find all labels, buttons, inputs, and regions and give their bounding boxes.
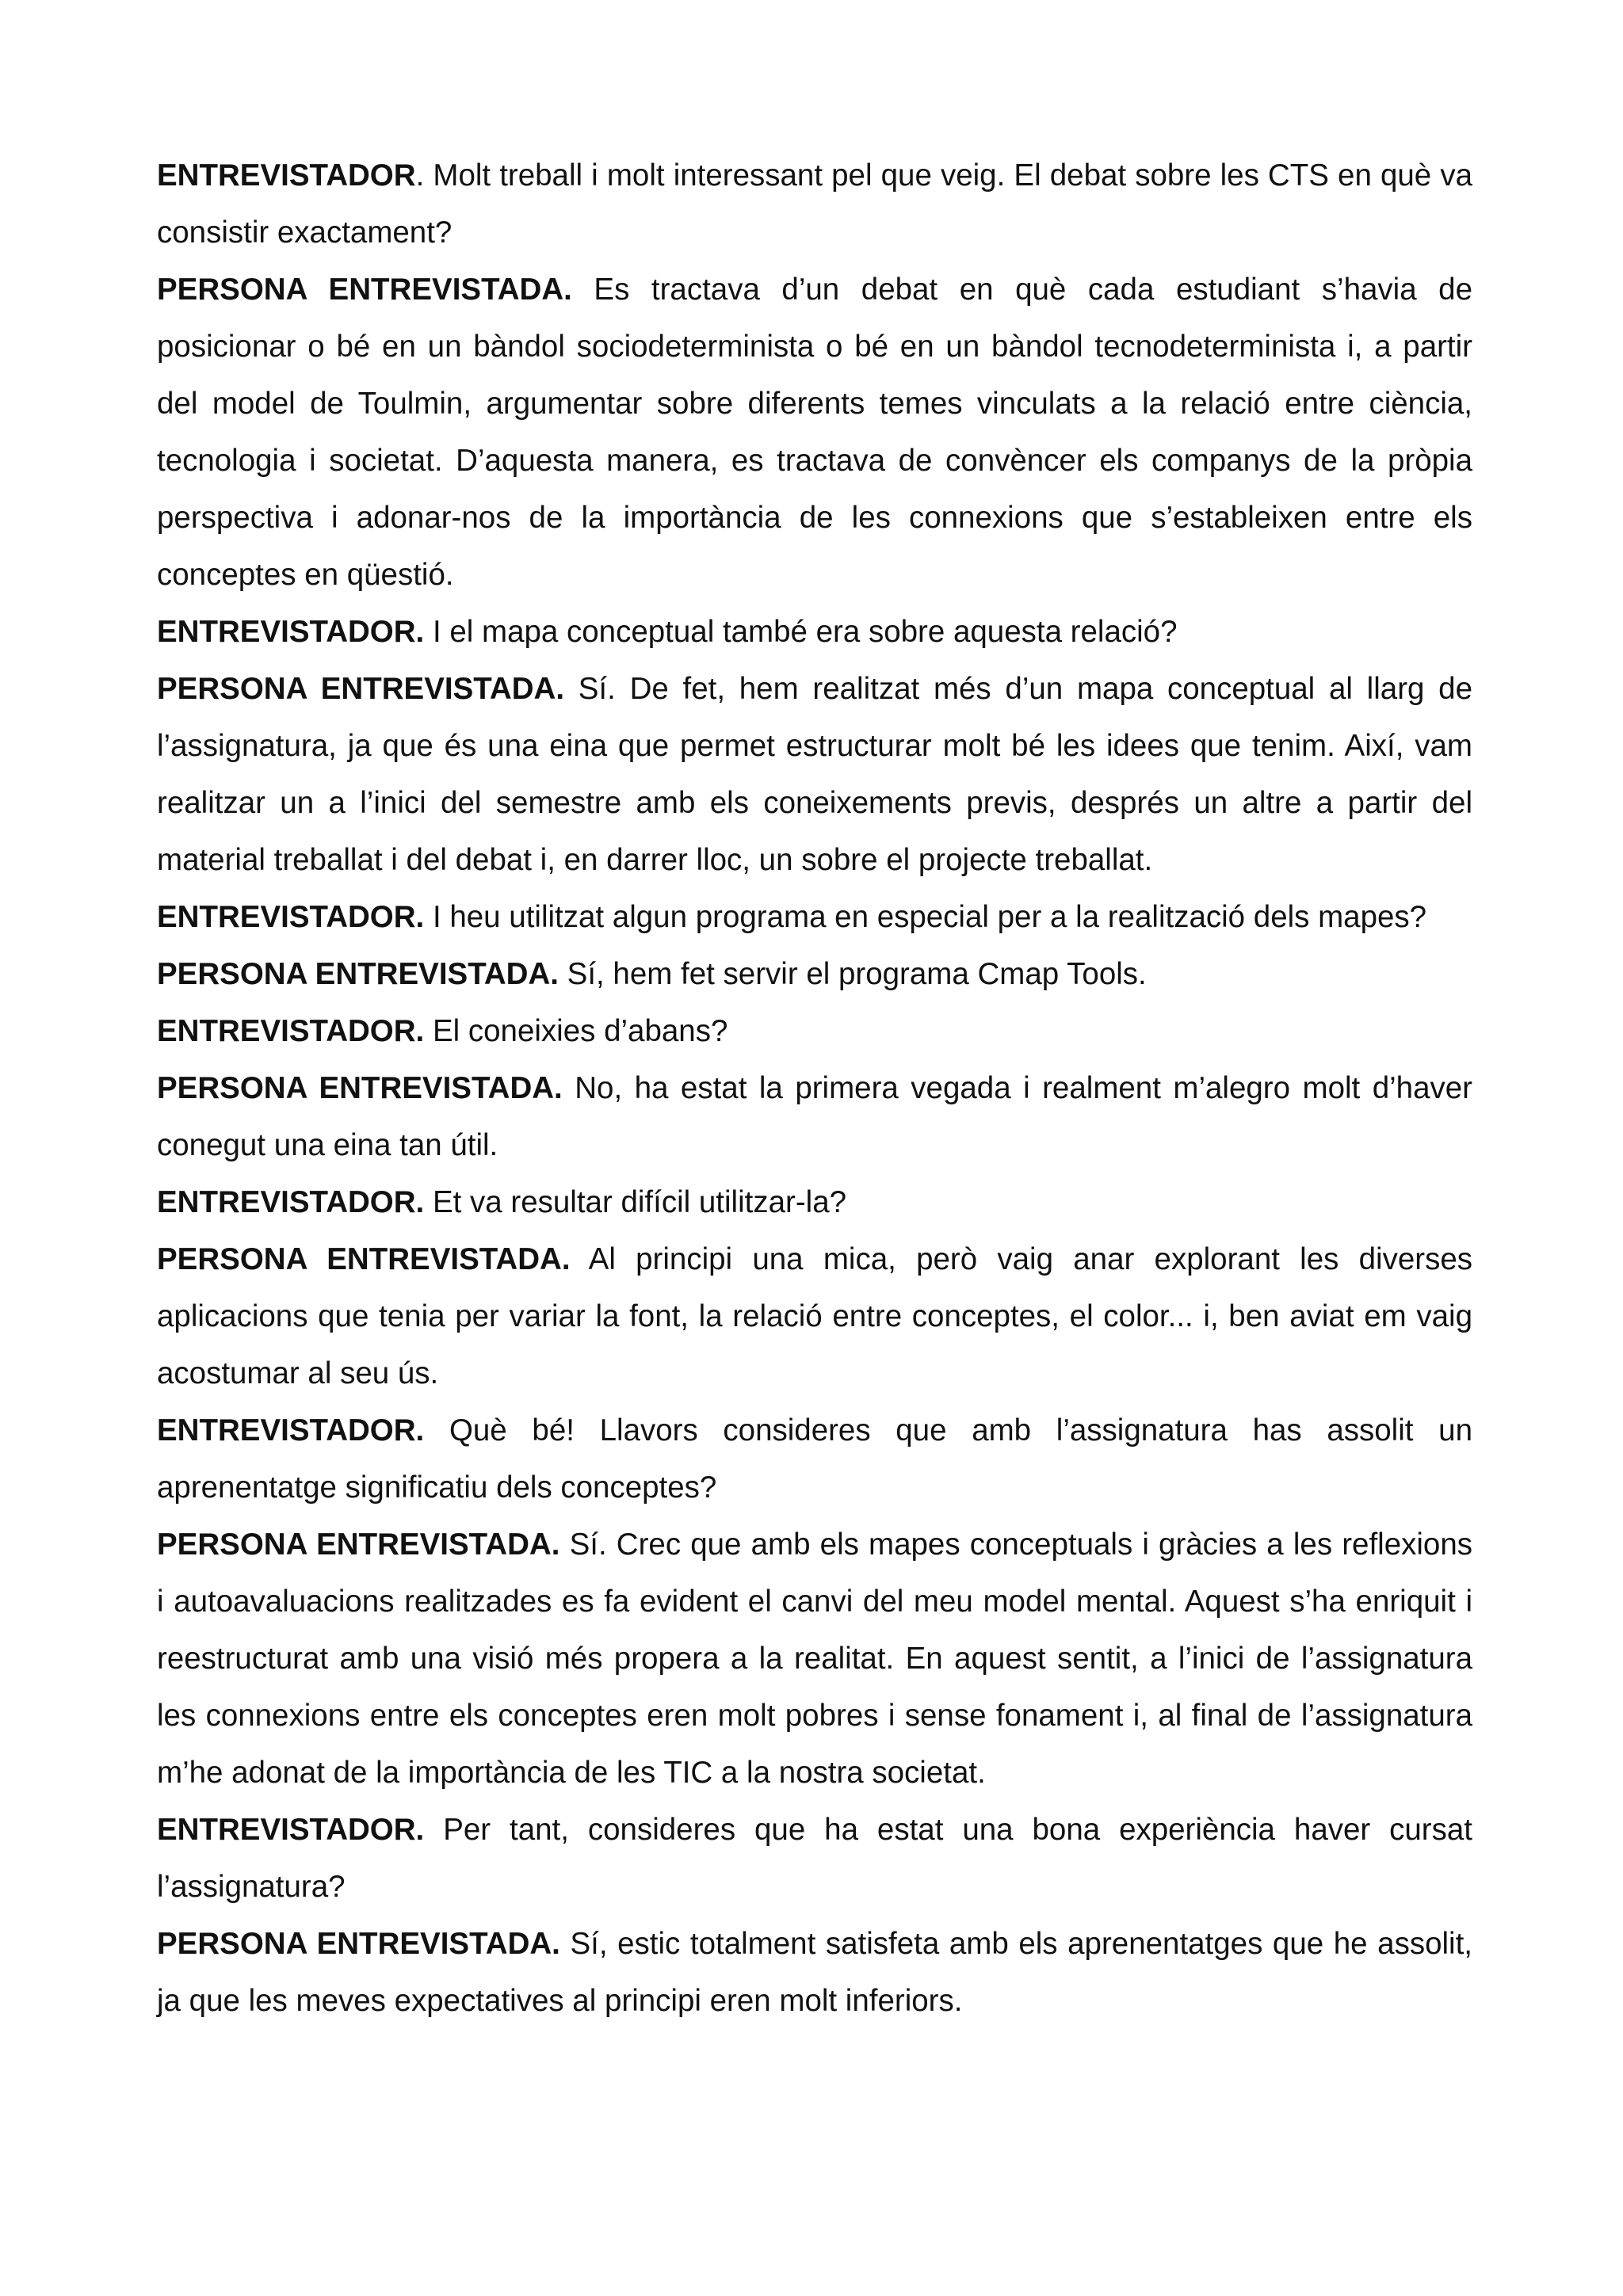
speaker-label: ENTREVISTADOR. xyxy=(157,900,425,934)
turn-text: Sí, estic totalment satisfeta amb els aprenentatges que he assolit, ja que les meves expectatives al principi eren molt inferiors. xyxy=(157,1927,1472,2018)
interview-turn xyxy=(157,147,1472,261)
turn-text: Es tractava d’un debat en què cada estudiant s’havia de posicionar o bé en un bàndol sociodeterminista o bé en un bàndol tecnodeterminista i, a partir del model de Toulmin, argumentar sobre diferents temes vinculats a la relació entre ciència, tecnologia i societat. D’aquesta manera, es tractava de convèncer els companys de la pròpia perspectiva i adonar-nos de la importància de les connexions que s’estableixen entre els conceptes en qüestió. xyxy=(157,273,1472,592)
speaker-label: ENTREVISTADOR xyxy=(157,158,416,193)
speaker-label: PERSONA ENTREVISTADA. xyxy=(157,1242,571,1276)
turn-text: I el mapa conceptual també era sobre aquesta relació? xyxy=(424,615,1178,649)
turn-text: Sí. De fet, hem realitzat més d’un mapa conceptual al llarg de l’assignatura, ja que és una eina que permet estructurar molt bé les idees que tenim. Així, vam realitzar un a l’inici del semestre amb els coneixements previs, després un altre a partir del material treballat i del debat i, en darrer lloc, un sobre el projecte treballat. xyxy=(157,672,1472,877)
speaker-label: PERSONA ENTREVISTADA. xyxy=(157,273,572,307)
speaker-label: ENTREVISTADOR. xyxy=(157,615,425,649)
speaker-label: PERSONA ENTREVISTADA. xyxy=(157,1927,560,1961)
turn-text: Sí. Crec que amb els mapes conceptuals i gràcies a les reflexions i autoavaluacions realitzades es fa evident el canvi del meu model mental. Aquest s’ha enriquit i reestructurat amb una visió més propera a la realitat. En aquest sentit, a l’inici de l’assignatura les connexions entre els conceptes eren molt pobres i sense fonament i, al final de l’assignatura m’he adonat de la importància de les TIC a la nostra societat. xyxy=(157,1527,1472,1790)
turn-text: I heu utilitzat algun programa en especial per a la realització dels mapes? xyxy=(424,900,1427,934)
interview-turn xyxy=(157,661,1472,889)
speaker-label: PERSONA ENTREVISTADA. xyxy=(157,1527,560,1562)
interview-turn xyxy=(157,889,1472,946)
turn-text: Et va resultar difícil utilitzar-la? xyxy=(424,1185,847,1219)
interview-turn xyxy=(157,946,1472,1003)
interview-turn xyxy=(157,1003,1472,1060)
speaker-label: PERSONA ENTREVISTADA. xyxy=(157,672,565,706)
turn-text: No, ha estat la primera vegada i realment m’alegro molt d’haver conegut una eina tan útil. xyxy=(157,1071,1472,1162)
speaker-label: ENTREVISTADOR. xyxy=(157,1813,425,1847)
interview-turn xyxy=(157,1174,1472,1231)
turn-text: . Molt treball i molt interessant pel que veig. El debat sobre les CTS en què va consistir exactament? xyxy=(157,158,1472,250)
turn-text: Sí, hem fet servir el programa Cmap Tools. xyxy=(558,957,1147,991)
interview-turn xyxy=(157,261,1472,604)
interview-turn xyxy=(157,1231,1472,1402)
interview-turn xyxy=(157,1516,1472,1802)
interview-turn xyxy=(157,1802,1472,1916)
turn-text: Què bé! Llavors consideres que amb l’assignatura has assolit un aprenentatge significatiu dels conceptes? xyxy=(157,1413,1472,1505)
document-page xyxy=(157,147,1472,2030)
interview-turn xyxy=(157,1402,1472,1516)
interview-turn xyxy=(157,1916,1472,2030)
turn-text: Al principi una mica, però vaig anar explorant les diverses aplicacions que tenia per variar la font, la relació entre conceptes, el color... i, ben aviat em vaig acostumar al seu ús. xyxy=(157,1242,1472,1390)
speaker-label: ENTREVISTADOR. xyxy=(157,1185,425,1219)
speaker-label: ENTREVISTADOR. xyxy=(157,1014,425,1048)
interview-turn xyxy=(157,604,1472,661)
speaker-label: PERSONA ENTREVISTADA. xyxy=(157,957,559,991)
speaker-label: ENTREVISTADOR. xyxy=(157,1413,425,1447)
interview-turn xyxy=(157,1060,1472,1174)
turn-text: Per tant, consideres que ha estat una bona experiència haver cursat l’assignatura? xyxy=(157,1813,1472,1904)
speaker-label: PERSONA ENTREVISTADA. xyxy=(157,1071,563,1105)
turn-text: El coneixies d’abans? xyxy=(424,1014,728,1048)
